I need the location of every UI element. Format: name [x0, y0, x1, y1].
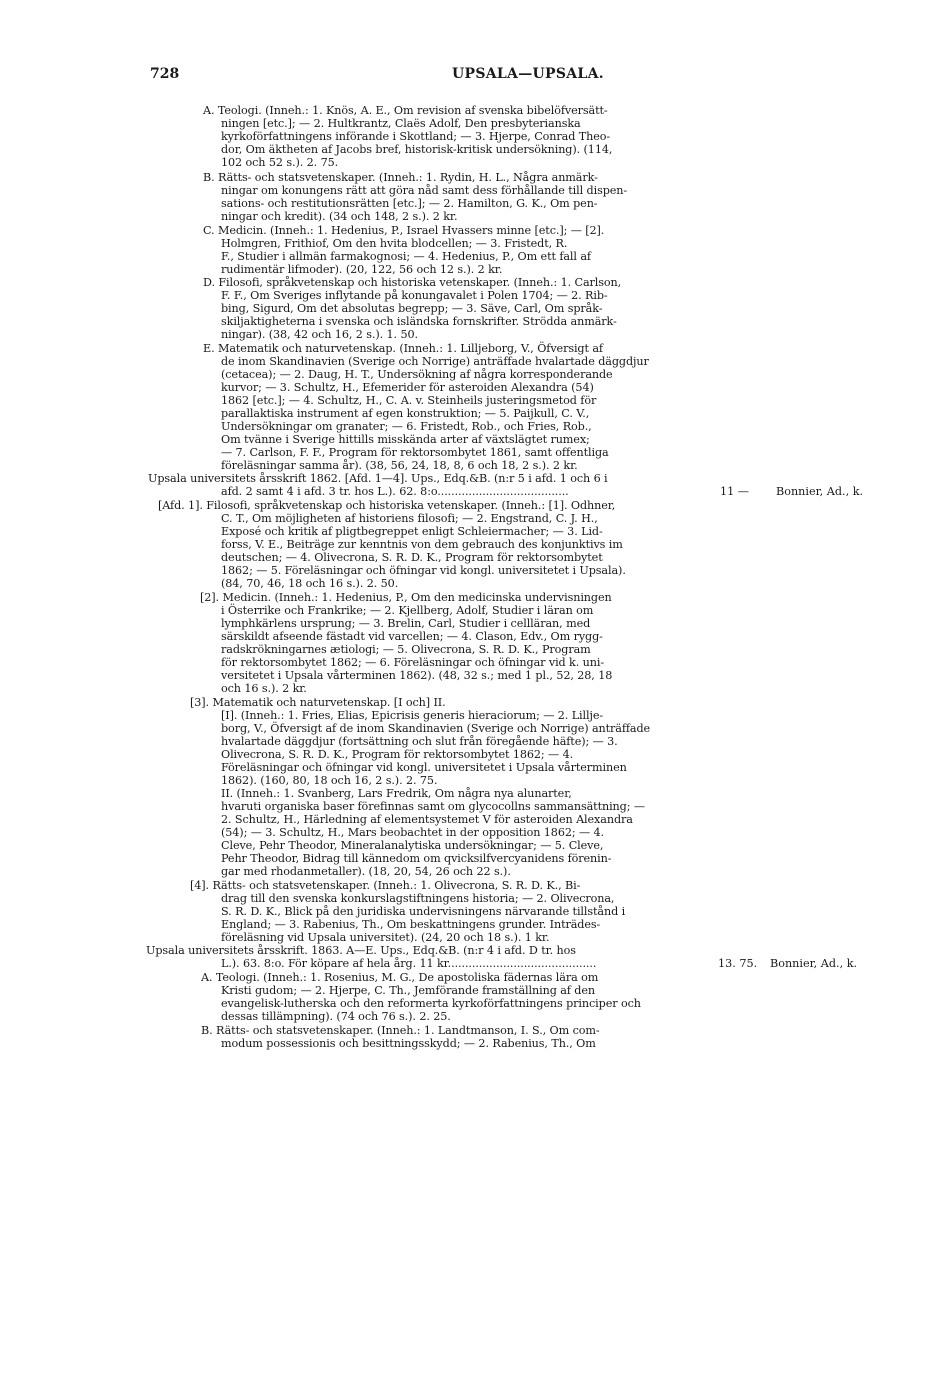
text-line: för rektorsombytet 1862; — 6. Föreläsningar och öfningar vid k. uni-	[221, 656, 605, 669]
text-line: Undersökningar om granater; — 6. Fristedt, Rob., och Fries, Rob.,	[221, 420, 592, 433]
text-line: föreläsningar samma år). (38, 56, 24, 18, 8, 6 och 18, 2 s.). 2 kr.	[221, 459, 578, 472]
entry-price: 11 —	[720, 485, 749, 498]
text-line: ningar och kredit). (34 och 148, 2 s.). 2 kr.	[221, 210, 458, 223]
text-line: A. Teologi. (Inneh.: 1. Rosenius, M. G., De apostoliska fädernas lära om	[201, 971, 599, 984]
text-line: evangelisk-lutherska och den reformerta kyrkoförfattningens principer och	[221, 997, 641, 1010]
text-line: kyrkoförfattningens införande i Skottland; — 3. Hjerpe, Conrad Theo-	[221, 130, 611, 143]
text-line: modum possessionis och besittningsskydd; — 2. Rabenius, Th., Om	[221, 1037, 596, 1050]
text-line: rudimentär lifmoder). (20, 122, 56 och 12 s.). 2 kr.	[221, 263, 503, 276]
text-line: (54); — 3. Schultz, H., Mars beobachtet in der opposition 1862; — 4.	[221, 826, 604, 839]
text-line: dessas tillämpning). (74 och 76 s.). 2. 25.	[221, 1010, 451, 1023]
text-line: de inom Skandinavien (Sverige och Norrige) anträffade hvalartade däggdjur	[221, 355, 649, 368]
text-line: borg, V., Öfversigt af de inom Skandinavien (Sverige och Norrige) anträffade	[221, 722, 651, 735]
text-line: Om tvänne i Sverige hittills misskända arter af växtslägtet rumex;	[221, 433, 590, 446]
text-line: England; — 3. Rabenius, Th., Om beskattningens grunder. Inträdes-	[221, 918, 601, 931]
text-line: F., Studier i allmän farmakognosi; — 4. Hedenius, P., Om ett fall af	[221, 250, 591, 263]
text-line: F. F., Om Sveriges inflytande på konungavalet i Polen 1704; — 2. Rib-	[221, 289, 608, 302]
text-line: versitetet i Upsala vårterminen 1862). (48, 32 s.; med 1 pl., 52, 28, 18	[221, 669, 613, 682]
entry-publisher: Bonnier, Ad., k.	[770, 957, 858, 970]
page-number: 728	[150, 66, 180, 82]
text-line: Upsala universitets årsskrift. 1863. A—E. Ups., Edq.&B. (n:r 4 i afd. D tr. hos	[146, 944, 576, 957]
entry-publisher: Bonnier, Ad., k.	[776, 485, 864, 498]
text-line: gar med rhodanmetaller). (18, 20, 54, 26 och 22 s.).	[221, 865, 511, 878]
text-line: L.). 63. 8:o. För köpare af hela årg. 11 kr...........................................	[221, 957, 597, 970]
text-line: hvaruti organiska baser förefinnas samt om glycocollns sammansättning; —	[221, 800, 645, 813]
text-line: ningen [etc.]; — 2. Hultkrantz, Claës Adolf, Den presbyterianska	[221, 117, 581, 130]
text-line: deutschen; — 4. Olivecrona, S. R. D. K., Program för rektorsombytet	[221, 551, 603, 564]
text-line: C. T., Om möjligheten af historiens filosofi; — 2. Engstrand, C. J. H.,	[221, 512, 598, 525]
text-line: 2. Schultz, H., Härledning af elementsystemet V för asteroiden Alexandra	[221, 813, 633, 826]
text-line: C. Medicin. (Inneh.: 1. Hedenius, P., Israel Hvassers minne [etc.]; — [2].	[203, 224, 605, 237]
text-line: Cleve, Pehr Theodor, Mineralanalytiska undersökningar; — 5. Cleve,	[221, 839, 604, 852]
text-line: särskildt afseende fästadt vid varcellen; — 4. Clason, Edv., Om rygg-	[221, 630, 603, 643]
text-line: radskrökningarnes ætiologi; — 5. Olivecrona, S. R. D. K., Program	[221, 643, 591, 656]
text-line: S. R. D. K., Blick på den juridiska undervisningens närvarande tillstånd i	[221, 905, 626, 918]
text-line: Pehr Theodor, Bidrag till kännedom om qvicksilfvercyanidens förenin-	[221, 852, 612, 865]
text-line: parallaktiska instrument af egen konstruktion; — 5. Paijkull, C. V.,	[221, 407, 590, 420]
text-line: — 7. Carlson, F. F., Program för rektorsombytet 1861, samt offentliga	[221, 446, 609, 459]
text-line: 1862; — 5. Föreläsningar och öfningar vid kongl. universitetet i Upsala).	[221, 564, 626, 577]
text-line: skiljaktigheterna i svenska och isländska fornskrifter. Strödda anmärk-	[221, 315, 617, 328]
text-line: (84, 70, 46, 18 och 16 s.). 2. 50.	[221, 577, 399, 590]
text-line: kurvor; — 3. Schultz, H., Efemerider för asteroiden Alexandra (54)	[221, 381, 594, 394]
text-line: sations- och restitutionsrätten [etc.]; — 2. Hamilton, G. K., Om pen-	[221, 197, 598, 210]
text-line: Olivecrona, S. R. D. K., Program för rektorsombytet 1862; — 4.	[221, 748, 574, 761]
text-line: Upsala universitets årsskrift 1862. [Afd. 1—4]. Ups., Edq.&B. (n:r 5 i afd. 1 och 6 i	[148, 472, 608, 485]
text-line: [I]. (Inneh.: 1. Fries, Elias, Epicrisis generis hieraciorum; — 2. Lillje-	[221, 709, 604, 722]
text-line: [2]. Medicin. (Inneh.: 1. Hedenius, P., Om den medicinska undervisningen	[200, 591, 612, 604]
text-line: 1862). (160, 80, 18 och 16, 2 s.). 2. 75.	[221, 774, 438, 787]
text-line: II. (Inneh.: 1. Svanberg, Lars Fredrik, Om några nya alunarter,	[221, 787, 572, 800]
text-line: forss, V. E., Beiträge zur kenntnis von dem gebrauch des konjunktivs im	[221, 538, 623, 551]
text-line: afd. 2 samt 4 i afd. 3 tr. hos L.). 62. 8:o......................................	[221, 485, 569, 498]
text-line: E. Matematik och naturvetenskap. (Inneh.: 1. Lilljeborg, V., Öfversigt af	[203, 342, 603, 355]
text-line: (cetacea); — 2. Daug, H. T., Undersökning af några korresponderande	[221, 368, 613, 381]
text-line: föreläsning vid Upsala universitet). (24, 20 och 18 s.). 1 kr.	[221, 931, 550, 944]
text-line: [3]. Matematik och naturvetenskap. [I och] II.	[190, 696, 446, 709]
text-line: Kristi gudom; — 2. Hjerpe, C. Th., Jemförande framställning af den	[221, 984, 595, 997]
text-line: B. Rätts- och statsvetenskaper. (Inneh.: 1. Landtmanson, I. S., Om com-	[201, 1024, 600, 1037]
text-line: Föreläsningar och öfningar vid kongl. universitetet i Upsala vårterminen	[221, 761, 627, 774]
text-line: 102 och 52 s.). 2. 75.	[221, 156, 339, 169]
text-line: B. Rätts- och statsvetenskaper. (Inneh.: 1. Rydin, H. L., Några anmärk-	[203, 171, 598, 184]
entry-price: 13. 75.	[718, 957, 758, 970]
text-line: ningar). (38, 42 och 16, 2 s.). 1. 50.	[221, 328, 418, 341]
text-line: lymphkärlens ursprung; — 3. Brelin, Carl, Studier i cellläran, med	[221, 617, 591, 630]
text-line: D. Filosofi, språkvetenskap och historiska vetenskaper. (Inneh.: 1. Carlson,	[203, 276, 622, 289]
text-line: drag till den svenska konkurslagstiftningens historia; — 2. Olivecrona,	[221, 892, 615, 905]
text-line: Holmgren, Frithiof, Om den hvita blodcellen; — 3. Fristedt, R.	[221, 237, 568, 250]
text-line: och 16 s.). 2 kr.	[221, 682, 307, 695]
text-line: hvalartade däggdjur (fortsättning och slut från föregående häfte); — 3.	[221, 735, 618, 748]
text-line: i Österrike och Frankrike; — 2. Kjellberg, Adolf, Studier i läran om	[221, 604, 594, 617]
text-line: bing, Sigurd, Om det absolutas begrepp; — 3. Säve, Carl, Om språk-	[221, 302, 603, 315]
text-line: A. Teologi. (Inneh.: 1. Knös, A. E., Om revision af svenska bibelöfversätt-	[203, 104, 608, 117]
text-line: 1862 [etc.]; — 4. Schultz, H., C. A. v. Steinheils justeringsmetod för	[221, 394, 597, 407]
text-line: [Afd. 1]. Filosofi, språkvetenskap och historiska vetenskaper. (Inneh.: [1]. Odhner,	[158, 499, 616, 512]
text-line: ningar om konungens rätt att göra nåd samt dess förhållande till dispen-	[221, 184, 628, 197]
text-line: Exposé och kritik af pligtbegreppet enligt Schleiermacher; — 3. Lid-	[221, 525, 603, 538]
running-title: UPSALA—UPSALA.	[452, 66, 604, 82]
text-line: [4]. Rätts- och statsvetenskaper. (Inneh.: 1. Olivecrona, S. R. D. K., Bi-	[190, 879, 581, 892]
text-line: dor, Om äktheten af Jacobs bref, historisk-kritisk undersökning). (114,	[221, 143, 613, 156]
